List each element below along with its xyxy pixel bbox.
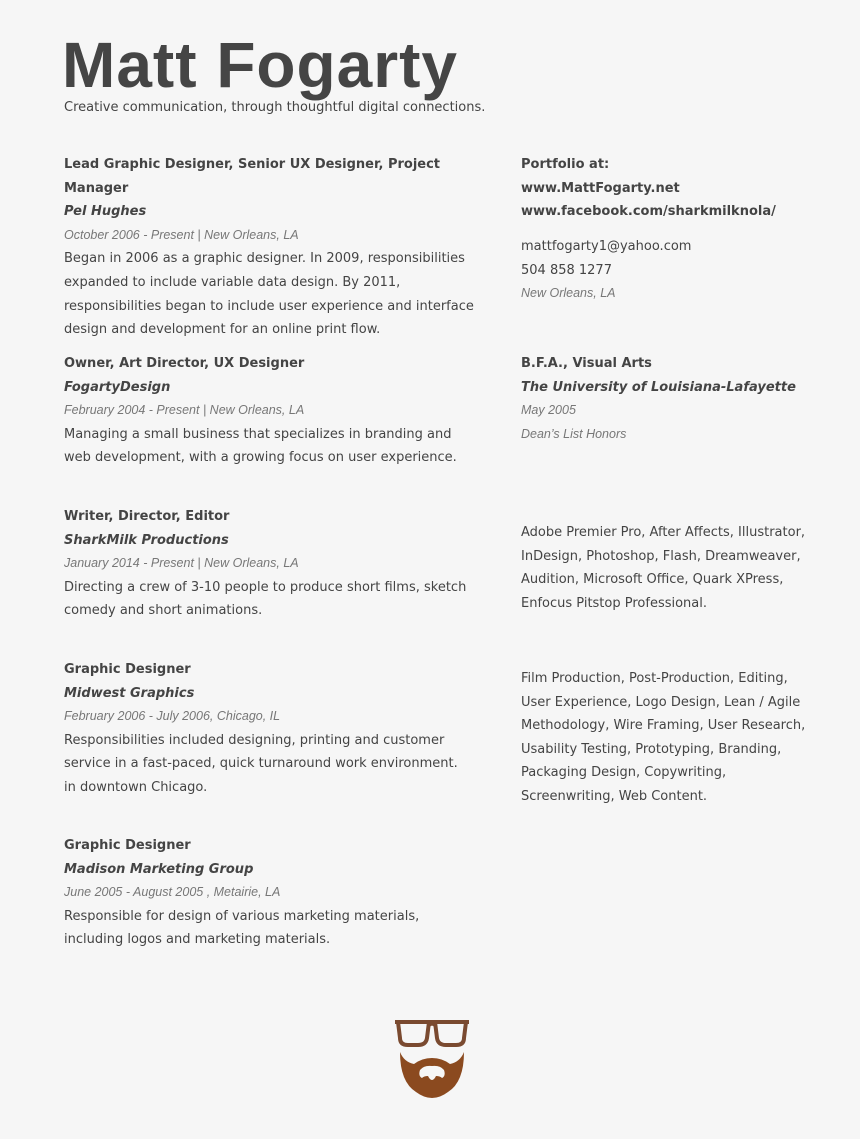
job-title: Writer, Director, Editor	[64, 509, 230, 524]
company-name: Pel Hughes	[64, 204, 147, 220]
job-description: Directing a crew of 3-10 people to produce short films, sketch comedy and short animations.	[64, 579, 467, 619]
degree: B.F.A., Visual Arts	[521, 356, 652, 371]
website-link[interactable]: www.MattFogarty.net	[521, 180, 680, 196]
email-link[interactable]: mattfogarty1@yahoo.com	[521, 239, 692, 254]
experience-item	[64, 153, 474, 342]
job-meta: June 2005 - August 2005 , Metairie, LA	[64, 885, 281, 900]
page-title: Matt Fogarty	[62, 29, 458, 101]
facebook-link[interactable]: www.facebook.com/sharkmilknola/	[521, 204, 776, 220]
company-name: FogartyDesign	[64, 379, 171, 395]
tagline: Creative communication, through thoughtful digital connections.	[64, 100, 486, 115]
job-meta: January 2014 - Present | New Orleans, LA	[64, 556, 299, 571]
job-description: Responsible for design of various marketing materials, including logos and marketing materials.	[64, 908, 420, 948]
job-title: Lead Graphic Designer, Senior UX Designer, Project Manager	[64, 157, 441, 196]
experience-item	[64, 658, 464, 800]
job-meta: October 2006 - Present | New Orleans, LA	[64, 227, 299, 242]
job-description: Began in 2006 as a graphic designer. In 2009, responsibilities expanded to include variable data design. By 2011, responsibilities began to include user experience and interface design and development for an online print flow.	[64, 251, 474, 338]
job-meta: February 2006 - July 2006, Chicago, IL	[64, 709, 281, 724]
school: The University of Louisiana-Lafayette	[521, 379, 796, 395]
job-description: Responsibilities included designing, printing and customer service in a fast-paced, quick turnaround work environment. in downtown Chicago.	[64, 732, 458, 795]
contact-section	[521, 235, 821, 306]
phone-number: 504 858 1277	[521, 262, 612, 278]
job-title: Graphic Designer	[64, 838, 191, 853]
experience-item	[64, 505, 474, 623]
honors: Dean’s List Honors	[521, 426, 627, 441]
experience-item	[64, 352, 474, 470]
beard-glasses-icon	[394, 1018, 470, 1100]
job-title: Graphic Designer	[64, 662, 191, 677]
location: New Orleans, LA	[521, 286, 616, 301]
job-description: Managing a small business that specializes in branding and web development, with a growing focus on user experience.	[64, 426, 457, 466]
portfolio-label: Portfolio at:	[521, 157, 610, 172]
job-meta: February 2004 - Present | New Orleans, LA	[64, 403, 305, 418]
company-name: SharkMilk Productions	[64, 532, 229, 548]
skills-list: Film Production, Post-Production, Editing, User Experience, Logo Design, Lean / Agile Methodology, Wire Framing, User Research, Usability Testing, Prototyping, Branding, Packaging Design, Copywriting, Screenwriting, Web Content.	[521, 671, 806, 804]
experience-item	[64, 834, 474, 952]
job-title: Owner, Art Director, UX Designer	[64, 356, 305, 371]
graduation-date: May 2005	[521, 403, 576, 418]
education-section	[521, 352, 821, 446]
company-name: Madison Marketing Group	[64, 861, 254, 877]
portfolio-section	[521, 153, 821, 224]
software-list: Adobe Premier Pro, After Affects, Illustrator, InDesign, Photoshop, Flash, Dreamweaver, Audition, Microsoft Office, Quark XPress, Enfocus Pitstop Professional.	[521, 525, 806, 611]
company-name: Midwest Graphics	[64, 685, 195, 701]
